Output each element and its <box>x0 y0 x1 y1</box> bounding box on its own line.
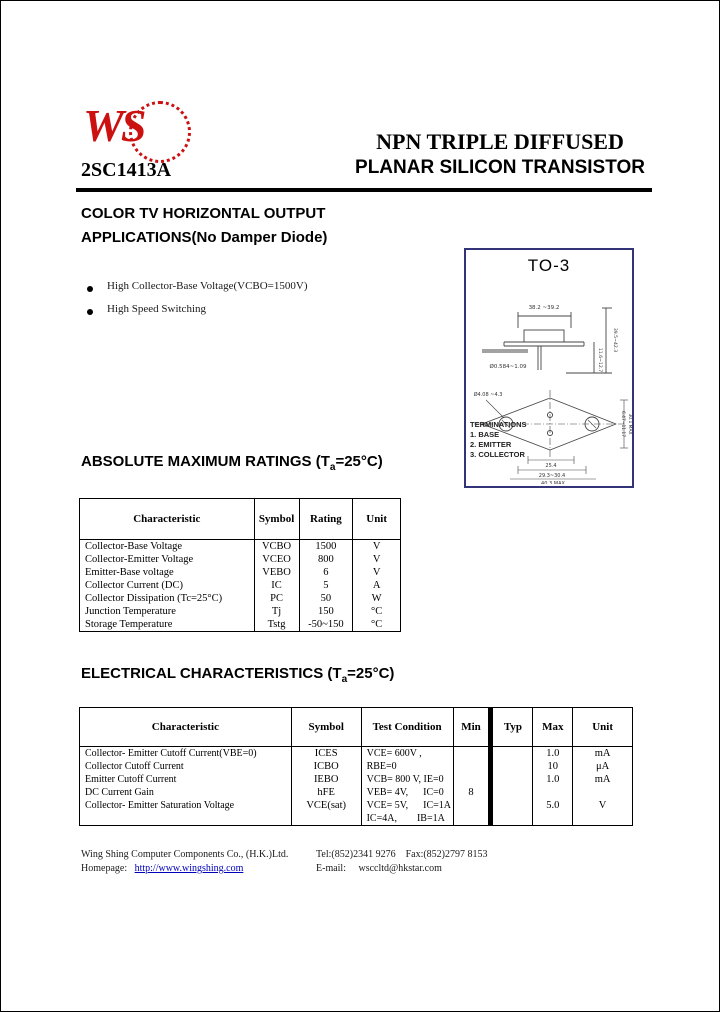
homepage-link[interactable]: http://www.wingshing.com <box>134 863 244 874</box>
unit: °C <box>371 606 383 617</box>
bullet-icon <box>87 309 93 315</box>
part-number: 2SC1413A <box>81 159 172 181</box>
termination-item: 3. COLLECTOR <box>470 450 525 459</box>
footer-telfax: Tel:(852)2341 9276 Fax:(852)2797 8153 <box>316 849 488 860</box>
symbol-cell <box>254 540 299 632</box>
symbol: IEBO <box>313 774 339 785</box>
elec-title-text: ELECTRICAL CHARACTERISTICS (T <box>81 665 342 682</box>
dim-label: 40.3 MAX <box>541 481 565 484</box>
elec-title-sub: a <box>341 674 348 685</box>
max-value: 10 <box>547 761 559 772</box>
unit: V <box>598 800 607 811</box>
test-condition-cell <box>361 747 453 826</box>
abs-max-table <box>79 498 401 632</box>
test-condition: IC=4A, IB=1A <box>366 813 445 824</box>
min-value <box>454 799 489 812</box>
unit: W <box>371 593 382 604</box>
typ-cell <box>491 747 533 826</box>
rating: 6 <box>323 567 329 578</box>
col-header-max: Max <box>533 708 573 747</box>
characteristic: Collector Current (DC) <box>85 580 183 591</box>
characteristic: Collector-Base Voltage <box>85 541 183 552</box>
dim-label: 11.6~12.7 <box>597 347 602 373</box>
terminations-title: TERMINATIONS <box>470 420 527 429</box>
symbol: IC <box>271 580 282 591</box>
abs-max-title-sub: a <box>329 462 336 473</box>
dim-label: 25.4 <box>545 463 557 469</box>
unit: mA <box>594 748 611 759</box>
termination-item: 2. EMITTER <box>470 440 512 449</box>
unit: μA <box>595 761 610 772</box>
max-value: 1.0 <box>546 774 560 785</box>
col-header-symbol: Symbol <box>291 708 361 747</box>
header-rule <box>76 188 652 192</box>
termination-item: 1. BASE <box>470 430 500 439</box>
abs-max-title-text: ABSOLUTE MAXIMUM RATINGS (T <box>81 453 330 470</box>
symbol: VCBO <box>261 541 292 552</box>
unit-cell <box>573 747 633 826</box>
symbol-cell <box>291 747 361 826</box>
characteristic: Emitter-Base voltage <box>85 567 174 578</box>
max-value: 5.0 <box>546 800 560 811</box>
elec-title-suffix: =25°C) <box>347 665 395 682</box>
symbol: hFE <box>317 787 335 798</box>
characteristic-cell <box>80 540 255 632</box>
unit <box>573 786 632 799</box>
max-cell <box>533 747 573 826</box>
characteristic: Storage Temperature <box>85 619 173 630</box>
dim-label: 6.47~11.17 <box>620 410 625 438</box>
col-header-symbol: Symbol <box>254 499 299 540</box>
max-value: 1.0 <box>546 748 560 759</box>
max-value <box>533 812 572 825</box>
test-condition: RBE=0 <box>366 761 397 772</box>
symbol: VEBO <box>262 567 291 578</box>
applications-heading-line2: APPLICATIONS(No Damper Diode) <box>81 229 328 246</box>
characteristic: Collector- Emitter Saturation Voltage <box>85 800 235 811</box>
dim-label: 30.1 MAX <box>627 413 632 435</box>
abs-max-title <box>81 453 383 473</box>
title-line-2: PLANAR SILICON TRANSISTOR <box>355 157 645 178</box>
min-cell <box>453 747 491 826</box>
feature-item: High Collector-Base Voltage(VCBO=1500V) <box>107 280 308 292</box>
applications-heading-line1: COLOR TV HORIZONTAL OUTPUT <box>81 205 326 222</box>
unit: V <box>372 567 381 578</box>
rating: 150 <box>318 606 334 617</box>
test-condition: VCE= 600V , <box>366 748 422 759</box>
test-condition: VCE= 5V, IC=1A <box>366 800 452 811</box>
dim-label: 38.2 ~39.2 <box>528 305 560 311</box>
unit <box>573 812 632 825</box>
feature-item: High Speed Switching <box>107 303 206 315</box>
footer-homepage <box>81 863 243 874</box>
elec-body-row <box>80 747 633 826</box>
email-label: E-mail: <box>316 863 359 874</box>
terminations-block <box>470 420 527 460</box>
title-line-1: NPN TRIPLE DIFFUSED <box>376 129 624 154</box>
package-outline-box <box>464 248 634 488</box>
elec-title <box>81 665 394 685</box>
symbol: Tj <box>271 606 282 617</box>
symbol: Tstg <box>267 619 286 630</box>
dim-label: 39.5~42.3 <box>612 327 617 353</box>
homepage-label: Homepage: <box>81 863 135 874</box>
characteristic: Collector- Emitter Cutoff Current(VBE=0) <box>85 748 257 759</box>
col-header-characteristic: Characteristic <box>80 499 255 540</box>
footer-email <box>316 863 442 874</box>
unit: mA <box>594 774 611 785</box>
bullet-icon <box>87 286 93 292</box>
rating-cell <box>299 540 353 632</box>
symbol: ICBO <box>313 761 339 772</box>
email-address: wsccltd@hkstar.com <box>358 863 442 874</box>
dim-label: 29.3~30.4 <box>538 473 566 479</box>
unit: °C <box>371 619 383 630</box>
elec-table <box>79 707 633 826</box>
min-value <box>454 773 489 786</box>
unit: V <box>372 541 381 552</box>
rating: -50~150 <box>308 619 344 630</box>
dim-label: Ø4.08 ~4.3 <box>473 392 503 398</box>
package-name: TO-3 <box>527 256 571 275</box>
unit-cell <box>353 540 401 632</box>
col-header-typ: Typ <box>491 708 533 747</box>
elec-header-row <box>80 708 633 747</box>
characteristic: Collector Cutoff Current <box>85 761 184 772</box>
min-value <box>454 812 489 825</box>
symbol: PC <box>270 593 283 604</box>
company-logo <box>83 100 199 167</box>
abs-max-header-row <box>80 499 401 540</box>
rating: 5 <box>323 580 329 591</box>
col-header-min: Min <box>453 708 491 747</box>
rating: 50 <box>320 593 332 604</box>
characteristic: Collector Dissipation (Tc=25°C) <box>85 593 223 604</box>
rating: 1500 <box>315 541 337 552</box>
symbol: ICES <box>314 748 338 759</box>
col-header-test-condition: Test Condition <box>361 708 453 747</box>
test-condition: VCB= 800 V, IE=0 <box>366 774 444 785</box>
col-header-characteristic: Characteristic <box>80 708 292 747</box>
min-value <box>454 747 489 760</box>
characteristic-cell <box>80 747 292 826</box>
test-condition: VEB= 4V, IC=0 <box>366 787 444 798</box>
abs-max-body-row <box>80 540 401 632</box>
min-value <box>454 760 489 773</box>
abs-max-title-suffix: =25°C) <box>335 453 383 470</box>
col-header-rating: Rating <box>299 499 353 540</box>
min-value: 8 <box>468 787 474 798</box>
characteristic: Emitter Cutoff Current <box>85 774 177 785</box>
col-header-unit: Unit <box>573 708 633 747</box>
col-header-unit: Unit <box>353 499 401 540</box>
logo-ws-text: WS <box>83 100 144 151</box>
characteristic: DC Current Gain <box>85 787 154 798</box>
footer-company: Wing Shing Computer Components Co., (H.K.)Ltd. <box>81 849 289 860</box>
unit: V <box>372 554 381 565</box>
symbol: VCE(sat) <box>306 800 347 811</box>
max-value <box>533 786 572 799</box>
characteristic: Collector-Emitter Voltage <box>85 554 194 565</box>
symbol: VCEO <box>262 554 291 565</box>
unit: A <box>372 580 381 591</box>
rating: 800 <box>318 554 334 565</box>
characteristic: Junction Temperature <box>85 606 176 617</box>
dim-label: Ø0.584~1.09 <box>489 364 527 370</box>
title-block <box>349 129 651 181</box>
